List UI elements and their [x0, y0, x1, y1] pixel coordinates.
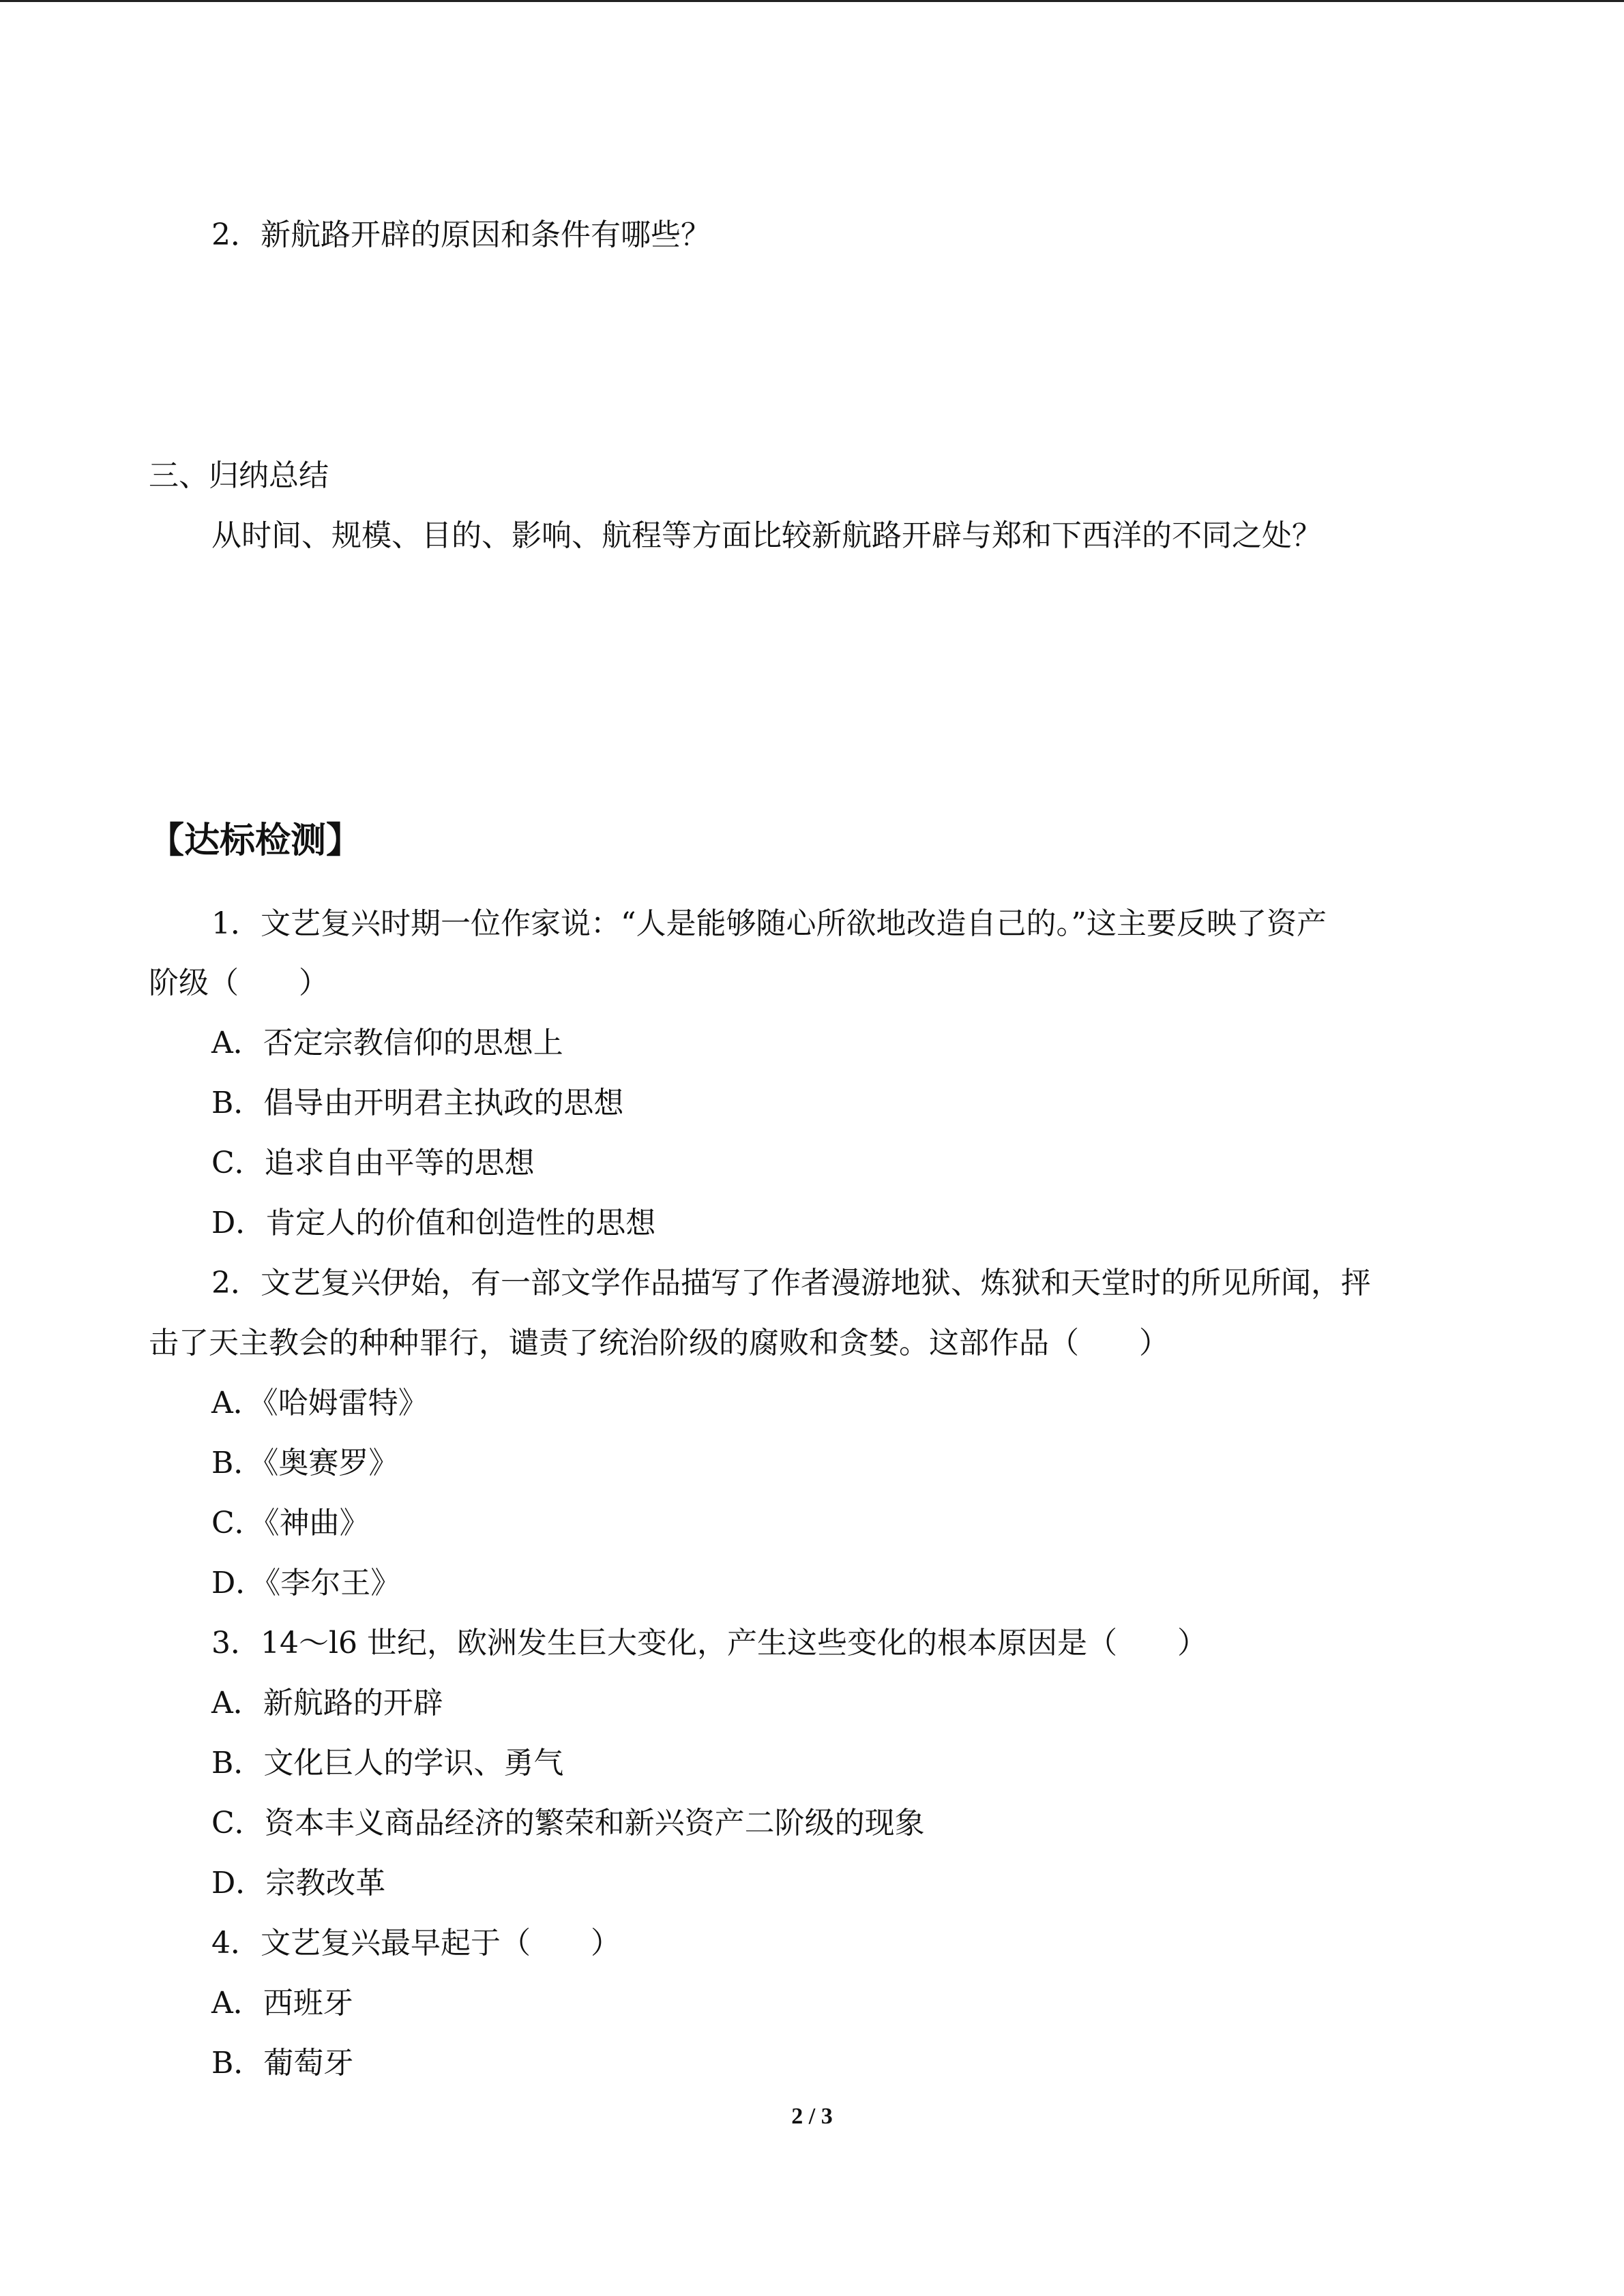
q3-option-a: A．新航路的开辟 [211, 1686, 443, 1720]
q2-option-c: C．《神曲》 [211, 1506, 370, 1540]
q1-option-d: D．肯定人的价值和创造性的思想 [211, 1206, 656, 1240]
q1-stem-line2: 阶级（ ） [149, 966, 329, 1000]
q2-option-d: D．《李尔王》 [211, 1566, 401, 1600]
section-3-title: 三、归纳总结 [149, 458, 329, 493]
page-number: 2 / 3 [791, 2104, 833, 2129]
q2-option-b: B．《奥赛罗》 [211, 1446, 399, 1480]
q1-stem-line1: 1．文艺复兴时期一位作家说：“人是能够随心所欲地改造自己的。”这主要反映了资产 [211, 906, 1327, 941]
q1-option-a: A．否定宗教信仰的思想上 [211, 1026, 563, 1060]
q1-option-b: B．倡导由开明君主执政的思想 [211, 1086, 624, 1120]
q3-stem: 3．14～l6 世纪，欧洲发生巨大变化，产生这些变化的根本原因是（ ） [211, 1626, 1208, 1660]
section-3-prompt: 从时间、规模、目的、影响、航程等方面比较新航路开辟与郑和下西洋的不同之处？ [211, 518, 1322, 553]
q4-option-a: A．西班牙 [211, 1986, 353, 2021]
q3-option-c: C．资本丰义商品经济的繁荣和新兴资产二阶级的现象 [211, 1806, 925, 1840]
q2-option-a: A．《哈姆雷特》 [211, 1386, 428, 1420]
q2-stem-line1: 2．文艺复兴伊始，有一部文学作品描写了作者漫游地狱、炼狱和天堂时的所见所闻，抨 [211, 1266, 1371, 1300]
q4-stem: 4．文艺复兴最早起于（ ） [211, 1926, 621, 1960]
top-border-rule [0, 0, 1624, 2]
assessment-heading: 【达标检测】 [149, 820, 362, 861]
q1-option-c: C．追求自由平等的思想 [211, 1146, 535, 1180]
q3-option-b: B．文化巨人的学识、勇气 [211, 1746, 564, 1780]
q4-option-b: B．葡萄牙 [211, 2046, 354, 2081]
q3-option-d: D．宗教改革 [211, 1866, 386, 1900]
q2-stem-line2: 击了天主教会的种种罪行，谴责了统治阶级的腐败和贪婪。这部作品（ ） [149, 1326, 1169, 1360]
question-2-reasons: 2．新航路开辟的原因和条件有哪些？ [211, 218, 711, 252]
